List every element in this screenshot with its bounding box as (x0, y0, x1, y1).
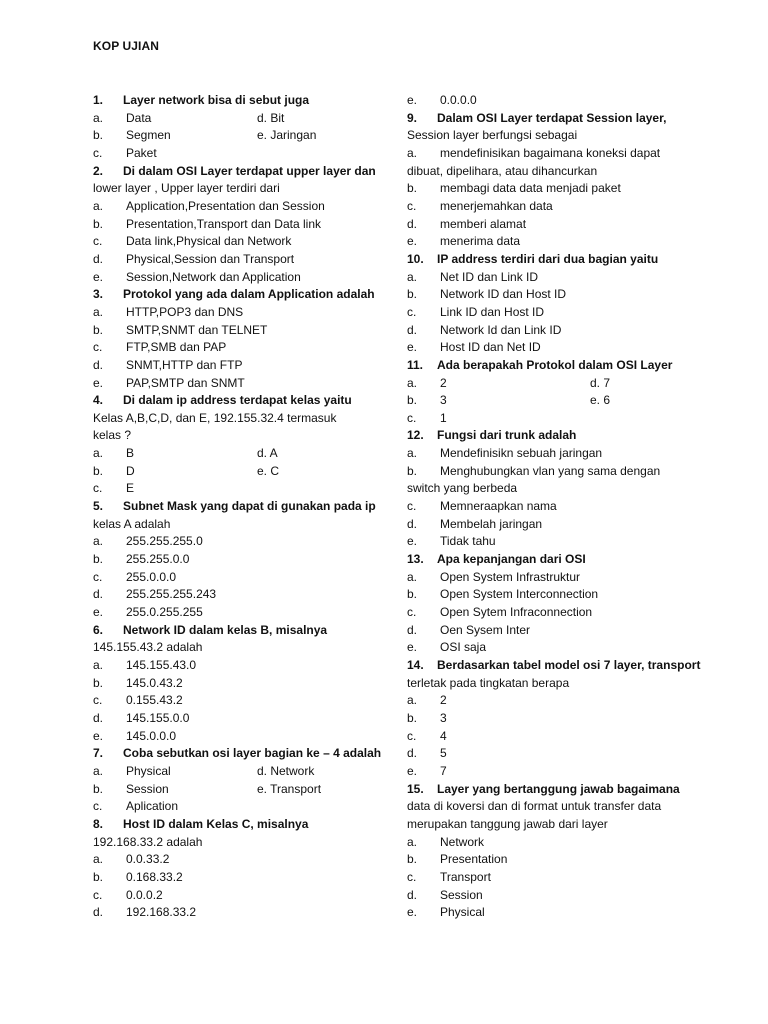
option-text: Transport (440, 869, 491, 884)
answer-option (93, 851, 383, 869)
option-text: Physical,Session dan Transport (126, 251, 295, 266)
answer-option (407, 728, 677, 746)
answer-option (407, 339, 677, 357)
option-letter: a. (407, 269, 418, 284)
question-number: 2. (93, 163, 104, 178)
option-letter: c. (407, 728, 417, 743)
option-letter: b. (93, 869, 104, 884)
question-number: 4. (93, 393, 104, 408)
question-text: Protokol yang ada dalam Application adalah (123, 287, 375, 302)
answer-option (407, 180, 677, 198)
option-text: 0.168.33.2 (126, 869, 183, 884)
option-letter: c. (93, 340, 103, 355)
option-text: 145.155.43.0 (126, 658, 197, 672)
option-letter: b. (93, 781, 104, 796)
answer-option (93, 604, 383, 622)
option-text: 3 (440, 710, 447, 725)
option-text: 0.0.0.2 (126, 887, 163, 902)
option-letter: b. (93, 322, 104, 337)
option-letter: c. (407, 410, 417, 425)
question-line (93, 286, 383, 304)
option-text: Open Sytem Infraconnection (440, 605, 593, 620)
answer-option (93, 551, 383, 569)
option-letter: b. (93, 463, 104, 478)
option-letter: d. (93, 587, 104, 602)
question-number: 15. (407, 781, 424, 796)
option-text: D (126, 463, 135, 478)
option-text: 7 (440, 763, 447, 778)
continuation-line: 145.155.43.2 adalah (93, 640, 203, 655)
answer-option (407, 92, 677, 110)
answer-option (93, 480, 383, 498)
option-letter: b. (93, 552, 104, 567)
option-text: membagi data data menjadi paket (440, 181, 621, 196)
continuation-line: Kelas A,B,C,D, dan E, 192.155.32.4 termasuk (93, 410, 337, 425)
option-letter: b. (93, 216, 104, 231)
question-text: Apa kepanjangan dari OSI (437, 552, 586, 567)
option-text: Tidak tahu (440, 534, 496, 549)
option-letter: c. (93, 481, 103, 496)
option-text: memberi alamat (440, 216, 527, 231)
answer-option (407, 216, 677, 234)
left-column (93, 92, 383, 922)
option-text: Network ID dan Host ID (440, 287, 567, 302)
answer-option (93, 322, 383, 340)
continuation-line: kelas ? (93, 428, 132, 443)
option-text: 145.0.43.2 (126, 675, 183, 690)
answer-option (93, 710, 383, 728)
option-text: Segmen (126, 128, 171, 143)
option-text: SMTP,SNMT dan TELNET (126, 322, 268, 337)
answer-option (407, 463, 677, 481)
answer-option (407, 375, 677, 393)
answer-option (407, 763, 677, 781)
option-secondary: e. C (257, 463, 280, 478)
option-text: 4 (440, 728, 447, 743)
answer-option (93, 798, 383, 816)
option-secondary: e. 6 (590, 393, 611, 408)
option-text: 2 (440, 693, 447, 708)
answer-option (93, 145, 383, 163)
option-letter: b. (407, 587, 418, 602)
option-letter: b. (93, 128, 104, 143)
question-number: 5. (93, 499, 104, 514)
question-text: Di dalam ip address terdapat kelas yaitu (123, 393, 352, 408)
option-text: Oen Sysem Inter (440, 622, 531, 637)
option-letter: e. (407, 534, 418, 549)
question-line (93, 392, 383, 410)
question-number: 10. (407, 251, 424, 266)
answer-option (93, 339, 383, 357)
answer-option (93, 375, 383, 393)
question-number: 11. (407, 357, 424, 372)
option-text: 255.255.255.0 (126, 534, 203, 549)
question-line (93, 163, 383, 181)
option-letter: a. (93, 763, 104, 778)
option-text: HTTP,POP3 dan DNS (126, 304, 244, 319)
option-text: Net ID dan Link ID (440, 269, 539, 284)
question-line (93, 498, 383, 516)
answer-option (407, 904, 677, 922)
option-letter: e. (407, 234, 418, 249)
option-letter: a. (407, 569, 418, 584)
option-text: Open System Interconnection (440, 587, 599, 602)
option-letter: a. (93, 304, 104, 319)
answer-option (407, 834, 677, 852)
option-letter: a. (93, 446, 104, 461)
answer-option (407, 410, 677, 428)
option-text: FTP,SMB dan PAP (126, 340, 227, 355)
option-text: Data (126, 110, 152, 125)
answer-option (93, 728, 383, 746)
option-secondary: d. A (257, 446, 278, 461)
answer-option (407, 198, 677, 216)
question-number: 6. (93, 622, 104, 637)
option-text: 145.0.0.0 (126, 728, 177, 743)
option-text: 255.0.255.255 (126, 605, 203, 620)
option-letter: c. (93, 799, 103, 814)
answer-option (407, 869, 677, 887)
option-letter: e. (407, 905, 418, 920)
option-text: Network (440, 834, 485, 849)
question-line (93, 816, 383, 834)
question-number: 1. (93, 93, 104, 107)
option-text: Physical (440, 905, 485, 920)
option-text: 0.0.33.2 (126, 852, 170, 867)
option-letter: e. (407, 763, 418, 778)
answer-option (93, 304, 383, 322)
answer-option (93, 675, 383, 693)
question-text: Subnet Mask yang dapat di gunakan pada ip (123, 499, 376, 514)
question-line (407, 251, 677, 269)
option-text: menerjemahkan data (440, 198, 553, 213)
option-letter: a. (93, 658, 104, 672)
option-text: Network Id dan Link ID (440, 322, 562, 337)
option-text: 0.155.43.2 (126, 693, 183, 708)
question-text: Network ID dalam kelas B, misalnya (123, 622, 328, 637)
question-line (407, 110, 677, 128)
option-text: 5 (440, 746, 447, 761)
option-text: Menghubungkan vlan yang sama dengan (440, 463, 661, 478)
answer-option (93, 216, 383, 234)
option-letter: b. (407, 852, 418, 867)
option-text: Open System Infrastruktur (440, 569, 581, 584)
option-letter: a. (93, 110, 104, 125)
question-number: 3. (93, 287, 104, 302)
continuation-line: merupakan tanggung jawab dari layer (407, 816, 608, 831)
option-letter: a. (93, 534, 104, 549)
option-text: Session,Network dan Application (126, 269, 301, 284)
option-letter: b. (407, 181, 418, 196)
option-letter: e. (407, 640, 418, 655)
option-text: Application,Presentation dan Session (126, 198, 325, 213)
option-letter: c. (407, 198, 417, 213)
option-letter: c. (407, 605, 417, 620)
answer-option (407, 586, 677, 604)
option-letter: b. (407, 287, 418, 302)
answer-option (93, 657, 383, 675)
answer-option (407, 639, 677, 657)
option-text: 0.0.0.0 (440, 93, 477, 107)
answer-option (93, 586, 383, 604)
option-text: 1 (440, 410, 447, 425)
option-text: B (126, 446, 135, 461)
option-letter: e. (407, 340, 418, 355)
option-letter: d. (93, 357, 104, 372)
option-letter: c. (407, 869, 417, 884)
answer-option (93, 763, 383, 781)
question-text: Di dalam OSI Layer terdapat upper layer dan (123, 163, 376, 178)
answer-option (407, 445, 677, 463)
option-letter: d. (407, 746, 418, 761)
option-text: Link ID dan Host ID (440, 304, 545, 319)
option-letter: e. (93, 728, 104, 743)
answer-option (93, 692, 383, 710)
answer-option (93, 198, 383, 216)
answer-option (407, 286, 677, 304)
option-letter: a. (407, 693, 418, 708)
option-letter: a. (93, 198, 104, 213)
answer-option (407, 516, 677, 534)
answer-option (407, 304, 677, 322)
continuation-line: 192.168.33.2 adalah (93, 834, 203, 849)
answer-option (407, 710, 677, 728)
question-line (407, 781, 680, 799)
right-column (407, 92, 701, 922)
option-letter: d. (407, 322, 418, 337)
question-line (93, 745, 383, 763)
continuation-line: dibuat, dipelihara, atau dihancurkan (407, 163, 598, 178)
option-text: Aplication (126, 799, 179, 814)
option-secondary: d. Network (257, 763, 315, 778)
question-number: 8. (93, 816, 104, 831)
answer-option (93, 110, 383, 128)
option-letter: b. (407, 463, 418, 478)
option-letter: d. (93, 710, 104, 725)
option-letter: a. (407, 446, 418, 461)
option-text: PAP,SMTP dan SNMT (126, 375, 245, 390)
question-number: 7. (93, 746, 104, 761)
option-text: OSI saja (440, 640, 487, 655)
question-text: Berdasarkan tabel model osi 7 layer, transport (437, 658, 701, 672)
question-text: Host ID dalam Kelas C, misalnya (123, 816, 309, 831)
option-text: mendefinisikan bagaimana koneksi dapat (440, 145, 661, 160)
option-letter: c. (93, 569, 103, 584)
question-number: 9. (407, 110, 418, 125)
question-number: 12. (407, 428, 424, 443)
option-letter: c. (407, 304, 417, 319)
answer-option (407, 392, 677, 410)
question-line (407, 551, 677, 569)
option-text: 255.255.255.243 (126, 587, 217, 602)
continuation-line: lower layer , Upper layer terdiri dari (93, 181, 280, 196)
question-text: IP address terdiri dari dua bagian yaitu (437, 251, 659, 266)
question-text: Coba sebutkan osi layer bagian ke – 4 adalah (123, 746, 382, 761)
option-text: E (126, 481, 135, 496)
answer-option (407, 622, 677, 640)
option-letter: b. (407, 393, 418, 408)
option-secondary: d. 7 (590, 375, 611, 390)
option-text: SNMT,HTTP dan FTP (126, 357, 243, 372)
option-letter: b. (93, 675, 104, 690)
document-header: KOP UJIAN (93, 39, 160, 53)
option-letter: c. (93, 145, 103, 160)
option-text: Paket (126, 145, 157, 160)
option-letter: a. (407, 145, 418, 160)
answer-option (93, 533, 383, 551)
answer-option (93, 869, 383, 887)
option-letter: c. (93, 234, 103, 249)
answer-option (93, 463, 383, 481)
answer-option (93, 887, 383, 905)
option-letter: d. (407, 887, 418, 902)
option-text: Presentation (440, 852, 508, 867)
option-letter: a. (407, 375, 418, 390)
question-text: Ada berapakah Protokol dalam OSI Layer (437, 357, 673, 372)
option-text: Memneraapkan nama (440, 499, 557, 514)
continuation-line: terletak pada tingkatan berapa (407, 675, 570, 690)
answer-option (407, 851, 677, 869)
answer-option (407, 233, 677, 251)
option-secondary: d. Bit (257, 110, 285, 125)
continuation-line: switch yang berbeda (407, 481, 518, 496)
question-number: 13. (407, 552, 424, 567)
option-text: Mendefinisikn sebuah jaringan (440, 446, 603, 461)
answer-option (407, 569, 677, 587)
option-letter: c. (93, 887, 103, 902)
option-text: Session (126, 781, 169, 796)
option-letter: e. (93, 605, 104, 620)
continuation-line: data di koversi dan di format untuk transfer data (407, 799, 662, 814)
option-text: Presentation,Transport dan Data link (126, 216, 321, 231)
option-secondary: e. Transport (257, 781, 322, 796)
option-letter: e. (93, 269, 104, 284)
question-text: Dalam OSI Layer terdapat Session layer, (437, 110, 667, 125)
answer-option (407, 887, 677, 905)
option-text: menerima data (440, 234, 521, 249)
answer-option (407, 745, 677, 763)
option-secondary: e. Jaringan (257, 128, 317, 143)
answer-option (93, 357, 383, 375)
option-letter: c. (407, 499, 417, 514)
option-text: Physical (126, 763, 171, 778)
option-text: 192.168.33.2 (126, 905, 197, 920)
option-text: 255.0.0.0 (126, 569, 177, 584)
continuation-line: Session layer berfungsi sebagai (407, 128, 578, 143)
option-text: Session (440, 887, 483, 902)
answer-option (93, 269, 383, 287)
answer-option (93, 569, 383, 587)
option-text: 145.155.0.0 (126, 710, 190, 725)
answer-option (407, 692, 677, 710)
answer-option (93, 445, 383, 463)
question-text: Layer yang bertanggung jawab bagaimana (437, 781, 680, 796)
option-letter: d. (407, 216, 418, 231)
option-letter: b. (407, 710, 418, 725)
answer-option (93, 127, 383, 145)
answer-option (407, 498, 677, 516)
question-text: Layer network bisa di sebut juga (123, 93, 310, 107)
option-text: 2 (440, 375, 447, 390)
question-line (93, 622, 383, 640)
question-line (407, 657, 701, 675)
answer-option (93, 781, 383, 799)
option-text: 3 (440, 393, 447, 408)
option-text: 255.255.0.0 (126, 552, 190, 567)
continuation-line: kelas A adalah (93, 516, 171, 531)
option-letter: a. (407, 834, 418, 849)
option-text: Host ID dan Net ID (440, 340, 541, 355)
answer-option (93, 233, 383, 251)
answer-option (407, 145, 677, 163)
answer-option (407, 533, 677, 551)
answer-option (93, 251, 383, 269)
option-text: Data link,Physical dan Network (126, 234, 292, 249)
answer-option (407, 604, 677, 622)
answer-option (407, 322, 677, 340)
option-letter: e. (93, 375, 104, 390)
question-line (93, 92, 383, 110)
question-number: 14. (407, 658, 424, 672)
option-letter: d. (407, 516, 418, 531)
option-letter: a. (93, 852, 104, 867)
question-line (407, 427, 677, 445)
option-letter: d. (407, 622, 418, 637)
option-letter: d. (93, 251, 104, 266)
question-line (407, 357, 677, 375)
question-text: Fungsi dari trunk adalah (437, 428, 577, 443)
option-letter: c. (93, 693, 103, 708)
option-letter: d. (93, 905, 104, 920)
option-letter: e. (407, 93, 418, 107)
answer-option (93, 904, 383, 922)
answer-option (407, 269, 677, 287)
option-text: Membelah jaringan (440, 516, 543, 531)
